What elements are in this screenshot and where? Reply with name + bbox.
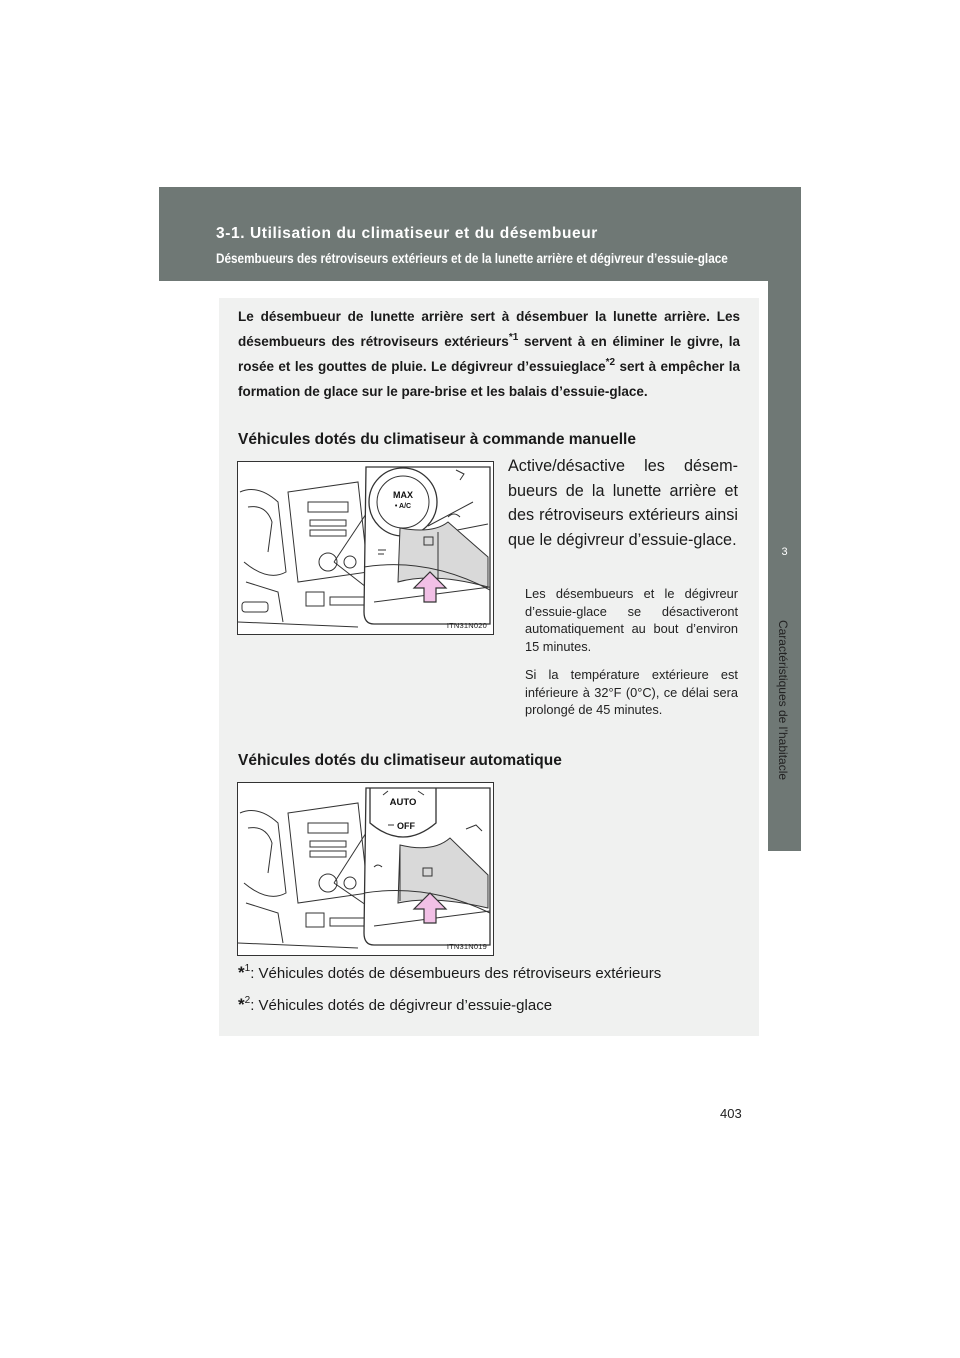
ac-label: • A/C bbox=[394, 503, 412, 510]
figure-code: ITN31N020 bbox=[446, 621, 487, 630]
chapter-number: 3 bbox=[781, 546, 788, 558]
footnote-1: *$^1$: Véhicules dotés de désembueurs des rétroviseurs extérieurs bbox=[238, 963, 662, 982]
figure-manual-ac bbox=[237, 461, 494, 635]
heading-manual-ac: Véhicules dotés du climatiseur à commande manuelle bbox=[238, 431, 636, 448]
auto-label: AUTO bbox=[389, 797, 417, 808]
chapter-label: Caractéristiques de l’habitacle bbox=[776, 619, 790, 781]
off-label: OFF bbox=[397, 821, 415, 831]
dashboard-illustration-auto bbox=[238, 783, 493, 955]
page-number: 403 bbox=[720, 1106, 742, 1121]
figure-auto-ac bbox=[237, 782, 494, 956]
figure-code: ITN31N019 bbox=[446, 942, 487, 951]
manual-description: Active/désactive les désembueurs de la lunette arrière et des rétroviseurs extérieurs ainsi que le dégivreur d’essuie-glace. bbox=[508, 457, 738, 549]
intro-paragraph: Le désembueur de lunette arrière sert à désembuer la lunette arrière. Les désembueurs des rétroviseurs extérieurs$^{*1}$ servent à en éliminer le givre, la rosée et les gouttes de pluie. Le dégivreur d’essuieglace$^{*2}$ sert à empêcher la formation de glace sur le pare-brise et les balais d’essuie-glace. bbox=[238, 309, 740, 399]
section-subtitle: Désembueurs des rétroviseurs extérieurs et de la lunette arrière et dégivreur d’essuie-glace bbox=[216, 251, 728, 266]
footnote-2: *$^2$: Véhicules dotés de dégivreur d’essuie-glace bbox=[238, 995, 553, 1014]
section-title: 3-1. Utilisation du climatiseur et du désembueur bbox=[216, 225, 598, 242]
manual-note-1: Les désembueurs et le dégivreur d’essuie-glace se désactiveront automatiquement au bout d’environ 15 minutes. bbox=[525, 586, 738, 654]
manual-note-2: Si la température extérieure est inférieure à 32°F (0°C), ce délai sera prolongé de 45 minutes. bbox=[525, 667, 738, 717]
dashboard-illustration-manual bbox=[238, 462, 493, 634]
footnote-ref-1: *1 bbox=[508, 331, 519, 343]
heading-auto-ac: Véhicules dotés du climatiseur automatique bbox=[238, 752, 562, 769]
footnote-ref-2: *2 bbox=[605, 356, 616, 368]
chapter-header bbox=[159, 187, 801, 281]
max-label: MAX bbox=[393, 490, 413, 500]
